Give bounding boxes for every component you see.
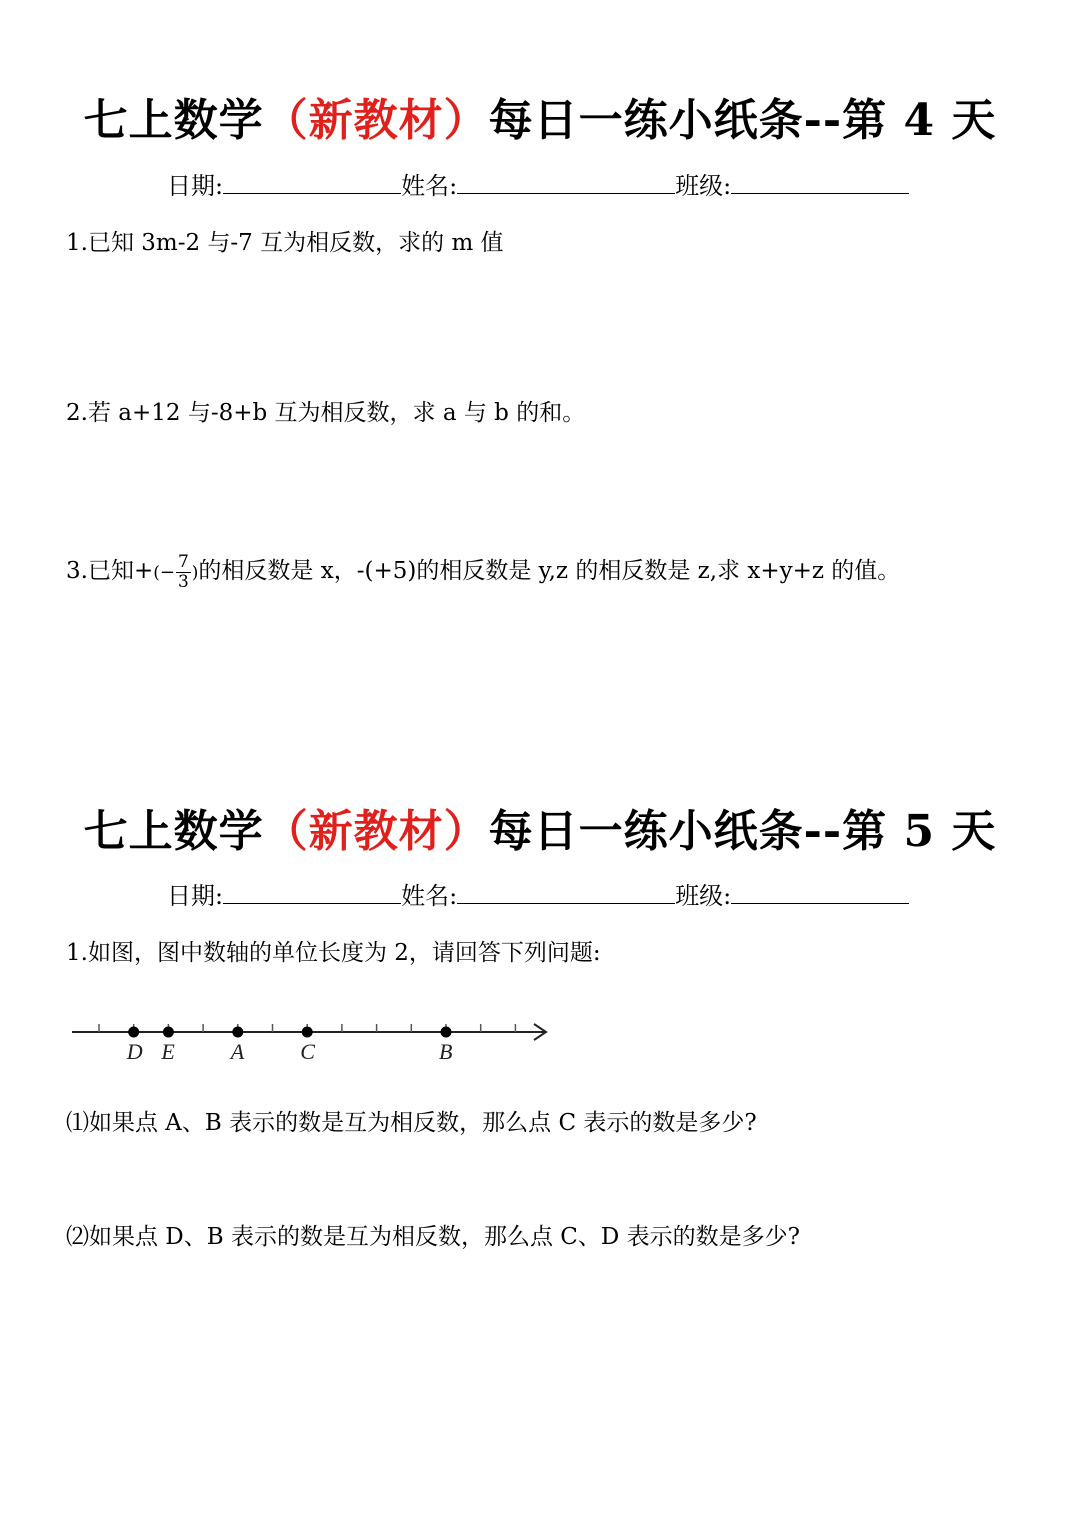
day5-subquestion-2: ⑵如果点 D、B 表示的数是互为相反数，那么点 C、D 表示的数是多少? xyxy=(66,1224,800,1250)
day4-question-3 xyxy=(66,552,900,592)
q3-prefix: 3.已知+ xyxy=(66,558,154,584)
day5-title xyxy=(0,795,1080,859)
point-b-label: B xyxy=(439,1039,453,1064)
day5-question-1: 1.如图，图中数轴的单位长度为 2，请回答下列问题: xyxy=(66,940,601,966)
class-blank[interactable] xyxy=(731,881,909,904)
point-b-dot xyxy=(441,1027,452,1038)
q3-numerator: 7 xyxy=(177,551,189,572)
day4-question-1: 1.已知 3m-2 与-7 互为相反数，求的 m 值 xyxy=(66,230,504,256)
name-blank[interactable] xyxy=(457,171,675,194)
q3-fraction xyxy=(176,553,191,592)
day5-title-prefix: 七上数学 xyxy=(83,806,264,857)
q3-denominator: 3 xyxy=(177,571,189,592)
point-d-dot xyxy=(128,1027,139,1038)
number-line-figure xyxy=(66,1010,566,1072)
day5-subquestion-1: ⑴如果点 A、B 表示的数是互为相反数，那么点 C 表示的数是多少? xyxy=(66,1110,757,1136)
point-e-label: E xyxy=(161,1039,175,1064)
date-label: 日期: xyxy=(167,882,224,910)
date-blank[interactable] xyxy=(223,881,401,904)
point-a-dot xyxy=(232,1027,243,1038)
class-label: 班级: xyxy=(675,882,732,910)
point-d-label: D xyxy=(126,1039,143,1064)
day4-fields xyxy=(167,166,909,201)
day4-title-highlight: （新教材） xyxy=(263,95,489,146)
day4-title-suffix: 每日一练小纸条--第 4 天 xyxy=(488,95,997,146)
point-a-label: A xyxy=(230,1039,245,1064)
name-label: 姓名: xyxy=(401,172,458,200)
point-e-dot xyxy=(163,1027,174,1038)
q3-close-paren: ) xyxy=(191,563,199,583)
date-label: 日期: xyxy=(167,172,224,200)
day4-title xyxy=(0,84,1080,148)
day4-title-prefix: 七上数学 xyxy=(83,95,264,146)
point-c-dot xyxy=(302,1027,313,1038)
day5-fields xyxy=(167,876,909,911)
day5-title-suffix: 每日一练小纸条--第 5 天 xyxy=(488,806,997,857)
q3-minus: − xyxy=(159,562,175,583)
name-label: 姓名: xyxy=(401,882,458,910)
day4-question-2: 2.若 a+12 与-8+b 互为相反数，求 a 与 b 的和。 xyxy=(66,400,586,426)
name-blank[interactable] xyxy=(457,881,675,904)
class-blank[interactable] xyxy=(731,171,909,194)
point-c-label: C xyxy=(300,1039,315,1064)
q3-open-paren: ( xyxy=(153,563,160,583)
q3-suffix: 的相反数是 x，-(+5)的相反数是 y,z 的相反数是 z,求 x+y+z 的值。 xyxy=(198,558,901,584)
class-label: 班级: xyxy=(675,172,732,200)
date-blank[interactable] xyxy=(223,171,401,194)
day5-title-highlight: （新教材） xyxy=(263,806,489,857)
